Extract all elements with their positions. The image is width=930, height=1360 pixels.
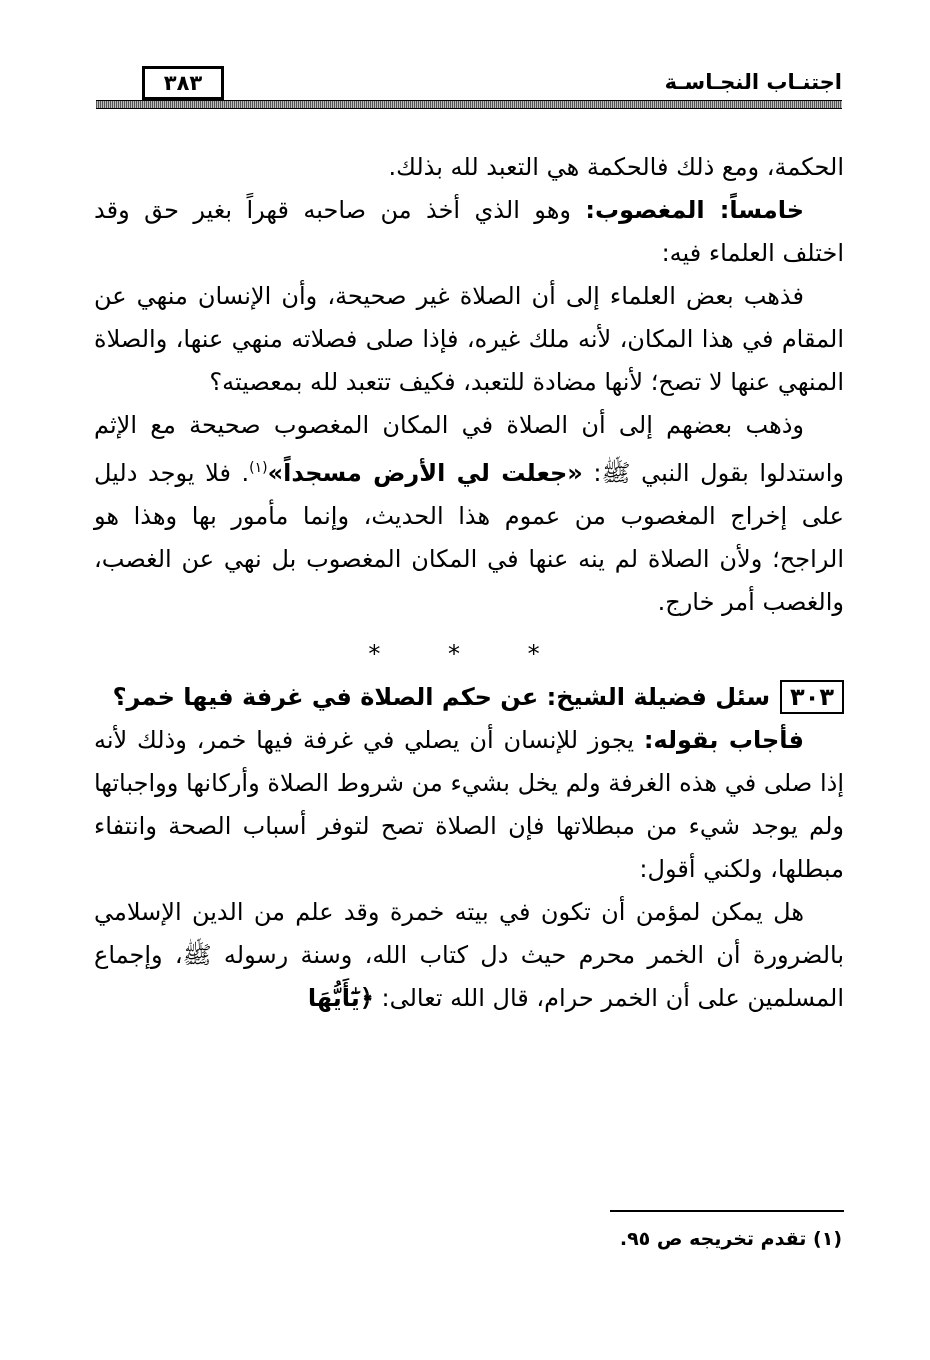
paragraph-4 xyxy=(94,404,844,624)
footnote-rule xyxy=(610,1210,844,1212)
page-number: ٣٨٣ xyxy=(142,66,224,100)
header-rule xyxy=(96,100,842,109)
paragraph-1: الحكمة، ومع ذلك فالحكمة هي التعبد لله بذلك. xyxy=(388,153,844,181)
paragraph-3: فذهب بعض العلماء إلى أن الصلاة غير صحيحة، وأن الإنسان منهي عن المقام في هذا المكان، لأنه ملك غيره، فإذا صلى فصلاته منهي عنها، والصلاة المنهي عنها لا تصح؛ لأنها مضادة للتعبد، فكيف تتعبد لله بمعصيته؟ xyxy=(94,282,844,396)
answer-label: فأجاب بقوله: xyxy=(643,726,804,754)
question-heading xyxy=(94,676,844,719)
question-text: سئل فضيلة الشيخ: عن حكم الصلاة في غرفة فيها خمر؟ xyxy=(112,683,771,711)
running-title: اجتنـاب النجـاسـة xyxy=(664,70,842,94)
answer-paragraph xyxy=(94,719,844,891)
paragraph-2 xyxy=(94,189,844,275)
last-paragraph-text: هل يمكن لمؤمن أن تكون في بيته خمرة وقد علم من الدين الإسلامي بالضرورة أن الخمر محرم حيث دل كتاب الله، وسنة رسوله ﷺ، وإجماع المسلمين على أن الخمر حرام، قال الله تعالى: xyxy=(94,898,844,1012)
paragraph-2-text: وهو الذي أخذ من صاحبه قهراً بغير حق وقد اختلف العلماء فيه: xyxy=(94,196,844,267)
hadith-quote: «جعلت لي الأرض مسجداً» xyxy=(267,459,583,487)
section-separator: * * * xyxy=(368,640,570,668)
body-text xyxy=(94,146,844,1020)
paragraph-4-text-b: . فلا يوجد دليل على إخراج المغصوب من عموم هذا الحديث، وإنما مأمور بها وهذا هو الراجح؛ ولأن الصلاة لم ينه عنها في المكان المغصوب بل نهي عن الغصب، والغصب أمر خارج. xyxy=(94,459,844,616)
paragraph-4-text-a: وذهب بعضهم إلى أن الصلاة في المكان المغصوب صحيحة مع الإثم واستدلوا بقول النبي ﷺ: xyxy=(94,411,844,487)
paragraph-2-label: خامساً: المغصوب: xyxy=(585,196,805,224)
question-number: ٣٠٣ xyxy=(780,680,844,714)
page-header xyxy=(96,66,842,110)
footnote: (١) تقدم تخريجه ص ٩٥. xyxy=(619,1228,842,1250)
answer-text: يجوز للإنسان أن يصلي في غرفة فيها خمر، وذلك لأنه إذا صلى في هذه الغرفة ولم يخل بشيء من شروط الصلاة وأركانها وواجباتها ولم يوجد شيء من مبطلاتها فإن الصلاة تصح لتوفر أسباب الصحة وانتفاء مبطلها، ولكني أقول: xyxy=(94,726,844,883)
footnote-ref: (١) xyxy=(249,460,268,476)
last-paragraph xyxy=(94,891,844,1020)
quran-verse-start: ﴿يَٰٓأَيُّهَا xyxy=(307,984,374,1012)
